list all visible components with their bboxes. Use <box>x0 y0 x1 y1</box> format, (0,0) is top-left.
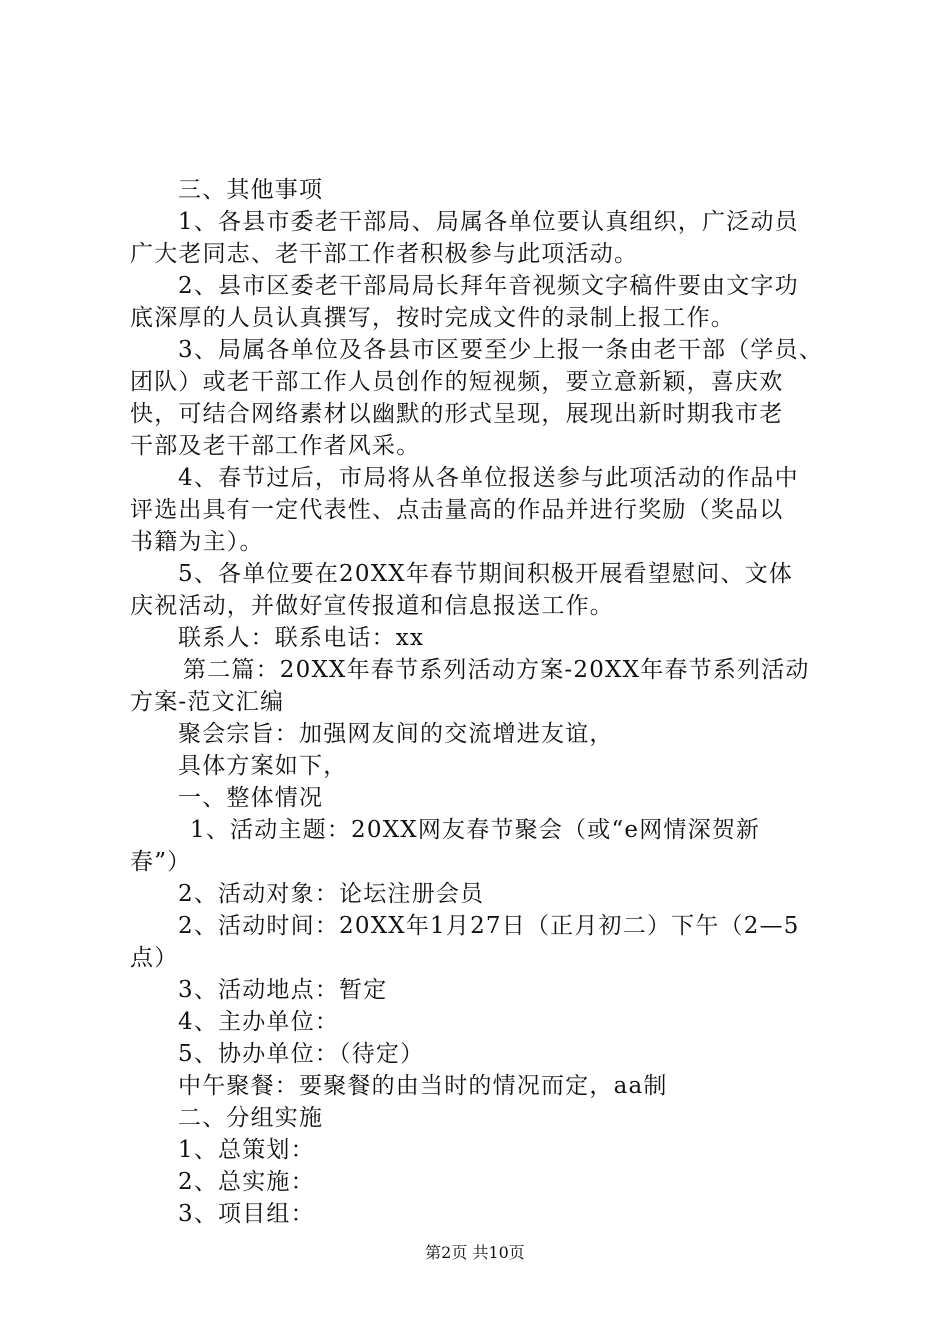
text-line: 5、各单位要在20XX年春节期间积极开展看望慰问、文体 <box>178 561 794 587</box>
text-line: 5、协办单位：（待定） <box>178 1041 425 1067</box>
text-line: 快，可结合网络素材以幽默的形式呈现，展现出新时期我市老 <box>130 401 784 427</box>
text-line: 1、总策划： <box>178 1137 315 1163</box>
text-line: 3、局属各单位及各县市区要至少上报一条由老干部（学员、 <box>178 337 824 363</box>
text-line: 干部及老干部工作者风采。 <box>130 433 421 459</box>
text-line: 1、活动主题：20XX网友春节聚会（或“e网情深贺新 <box>190 817 761 843</box>
text-line: 4、主办单位： <box>178 1009 340 1035</box>
text-line: 中午聚餐：要聚餐的由当时的情况而定，aa制 <box>178 1073 668 1099</box>
text-line: 2、总实施： <box>178 1169 315 1195</box>
text-line: 点） <box>130 945 179 971</box>
text-line: 2、县市区委老干部局局长拜年音视频文字稿件要由文字功 <box>178 273 799 299</box>
text-line: 一、整体情况 <box>178 785 324 811</box>
text-line: 方案-范文汇编 <box>130 689 285 715</box>
text-line: 庆祝活动，并做好宣传报道和信息报送工作。 <box>130 593 614 619</box>
text-line: 广大老同志、老干部工作者积极参与此项活动。 <box>130 241 639 267</box>
text-line: 联系人：联系电话：xx <box>178 625 425 651</box>
text-line: 三、其他事项 <box>178 177 324 203</box>
text-line: 书籍为主）。 <box>130 529 264 555</box>
text-line: 第二篇：20XX年春节系列活动方案-20XX年春节系列活动 <box>183 657 810 683</box>
text-line: 1、各县市委老干部局、局属各单位要认真组织，广泛动员 <box>178 209 799 235</box>
text-line: 团队）或老干部工作人员创作的短视频，要立意新颖，喜庆欢 <box>130 369 784 395</box>
text-line: 底深厚的人员认真撰写，按时完成文件的录制上报工作。 <box>130 305 735 331</box>
text-line: 3、活动地点：暂定 <box>178 977 388 1003</box>
text-line: 2、活动时间：20XX年1月27日（正月初二）下午（2—5 <box>178 913 800 939</box>
text-line: 2、活动对象：论坛注册会员 <box>178 881 485 907</box>
text-line: 评选出具有一定代表性、点击量高的作品并进行奖励（奖品以 <box>130 497 784 523</box>
text-line: 4、春节过后，市局将从各单位报送参与此项活动的作品中 <box>178 465 799 491</box>
page-number-footer: 第2页 共10页 <box>425 1243 525 1262</box>
text-line: 春”） <box>130 849 192 875</box>
text-line: 二、分组实施 <box>178 1105 324 1131</box>
text-line: 具体方案如下， <box>178 753 348 779</box>
text-line: 聚会宗旨：加强网友间的交流增进友谊， <box>178 721 614 747</box>
text-line: 3、项目组： <box>178 1201 315 1227</box>
